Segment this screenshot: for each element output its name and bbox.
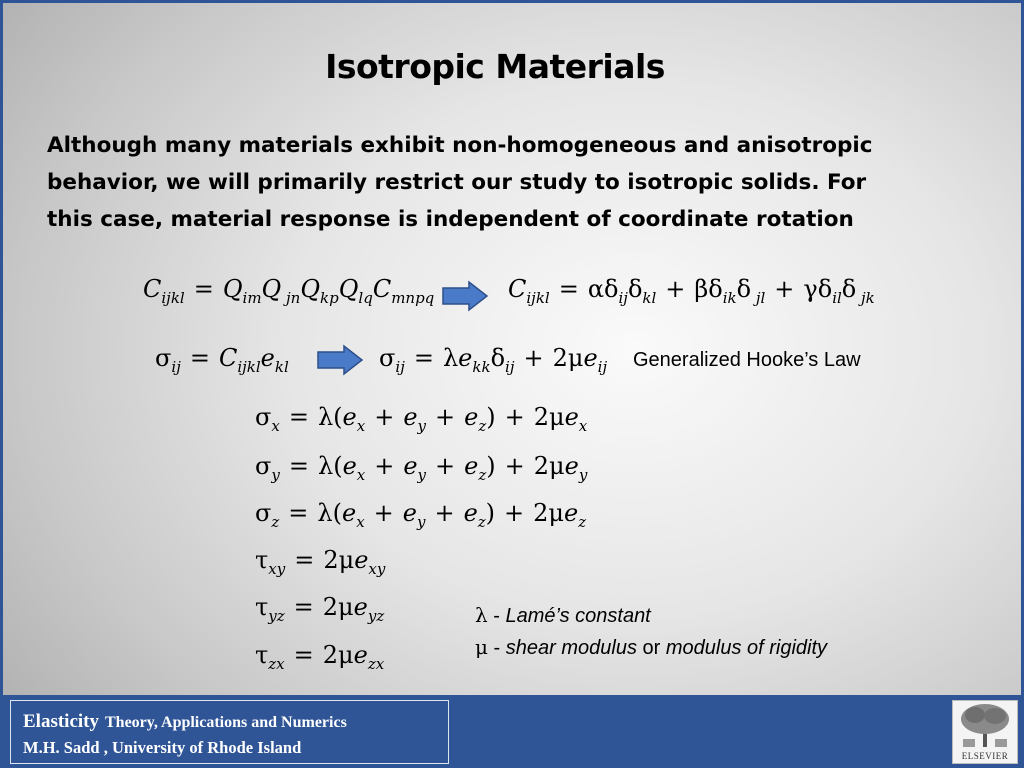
mu-symbol: μ bbox=[475, 635, 488, 659]
elsevier-logo bbox=[952, 700, 1018, 764]
shear-modulus-text: shear modulus bbox=[505, 637, 637, 659]
equation-tau-yz: $\tau_{yz} = 2\mu e_{yz}$ bbox=[255, 593, 385, 625]
equation-hooke-general: $\sigma_{ij} = C_{ijkl}e_{kl}$ bbox=[155, 344, 289, 376]
equation-sigma-y: $\sigma_y = \lambda(e_x + e_y + e_z) + 2\mu e_y$ bbox=[255, 452, 588, 484]
constants-legend bbox=[475, 600, 827, 664]
lame-constant-text: Lamé’s constant bbox=[505, 605, 651, 627]
equation-tau-xy: $\tau_{xy} = 2\mu e_{xy}$ bbox=[255, 546, 386, 578]
author-name: M.H. Sadd bbox=[23, 738, 100, 757]
modulus-of-rigidity-text: modulus of rigidity bbox=[665, 637, 828, 659]
intro-line: Although many materials exhibit non-homogeneous and anisotropic bbox=[47, 133, 873, 158]
elsevier-logo-text: ELSEVIER bbox=[961, 751, 1009, 761]
equation-sigma-z: $\sigma_z = \lambda(e_x + e_y + e_z) + 2\mu e_z$ bbox=[255, 499, 587, 531]
legend-mu bbox=[475, 632, 827, 664]
equation-tensor-transform: $C_{ijkl} = Q_{im}Q$ $_{jn}Q_{kp}Q_{lq}C_{mnpq}$ bbox=[143, 275, 435, 307]
equation-tau-zx: $\tau_{zx} = 2\mu e_{zx}$ bbox=[255, 641, 385, 673]
legend-lambda bbox=[475, 600, 827, 632]
slide bbox=[3, 3, 1021, 695]
generalized-hookes-law-label: Generalized Hooke’s Law bbox=[633, 349, 861, 371]
lambda-symbol: λ bbox=[475, 603, 488, 627]
book-title: Elasticity bbox=[23, 711, 99, 732]
slide-title: Isotropic Materials bbox=[325, 47, 665, 86]
legend-dash: - bbox=[488, 637, 506, 659]
affiliation: University of Rhode Island bbox=[111, 738, 302, 757]
intro-line: behavior, we will primarily restrict our study to isotropic solids. For bbox=[47, 170, 867, 195]
book-subtitle: Theory, Applications and Numerics bbox=[105, 714, 347, 731]
tree-icon bbox=[953, 701, 1017, 751]
legend-dash: - bbox=[487, 605, 506, 627]
right-arrow-icon bbox=[441, 280, 489, 312]
intro-line: this case, material response is independent of coordinate rotation bbox=[47, 207, 854, 232]
intro-paragraph bbox=[47, 127, 947, 238]
equation-isotropic-stiffness: $C_{ijkl} = \alpha\delta_{ij}\delta_{kl} + \beta\delta_{ik}\delta$ $_{jl} + \gamma\delta_{il}\delta$ $_{jk}$ bbox=[508, 275, 875, 307]
author-separator: , bbox=[99, 738, 112, 757]
equation-sigma-x: $\sigma_x = \lambda(e_x + e_y + e_z) + 2\mu e_x$ bbox=[255, 403, 588, 435]
right-arrow-icon bbox=[316, 344, 364, 376]
equation-hooke-isotropic: $\sigma_{ij} = \lambda e_{kk}\delta_{ij} + 2\mu e_{ij}$ bbox=[379, 344, 608, 376]
legend-or: or bbox=[636, 637, 666, 659]
book-footer bbox=[10, 700, 449, 764]
